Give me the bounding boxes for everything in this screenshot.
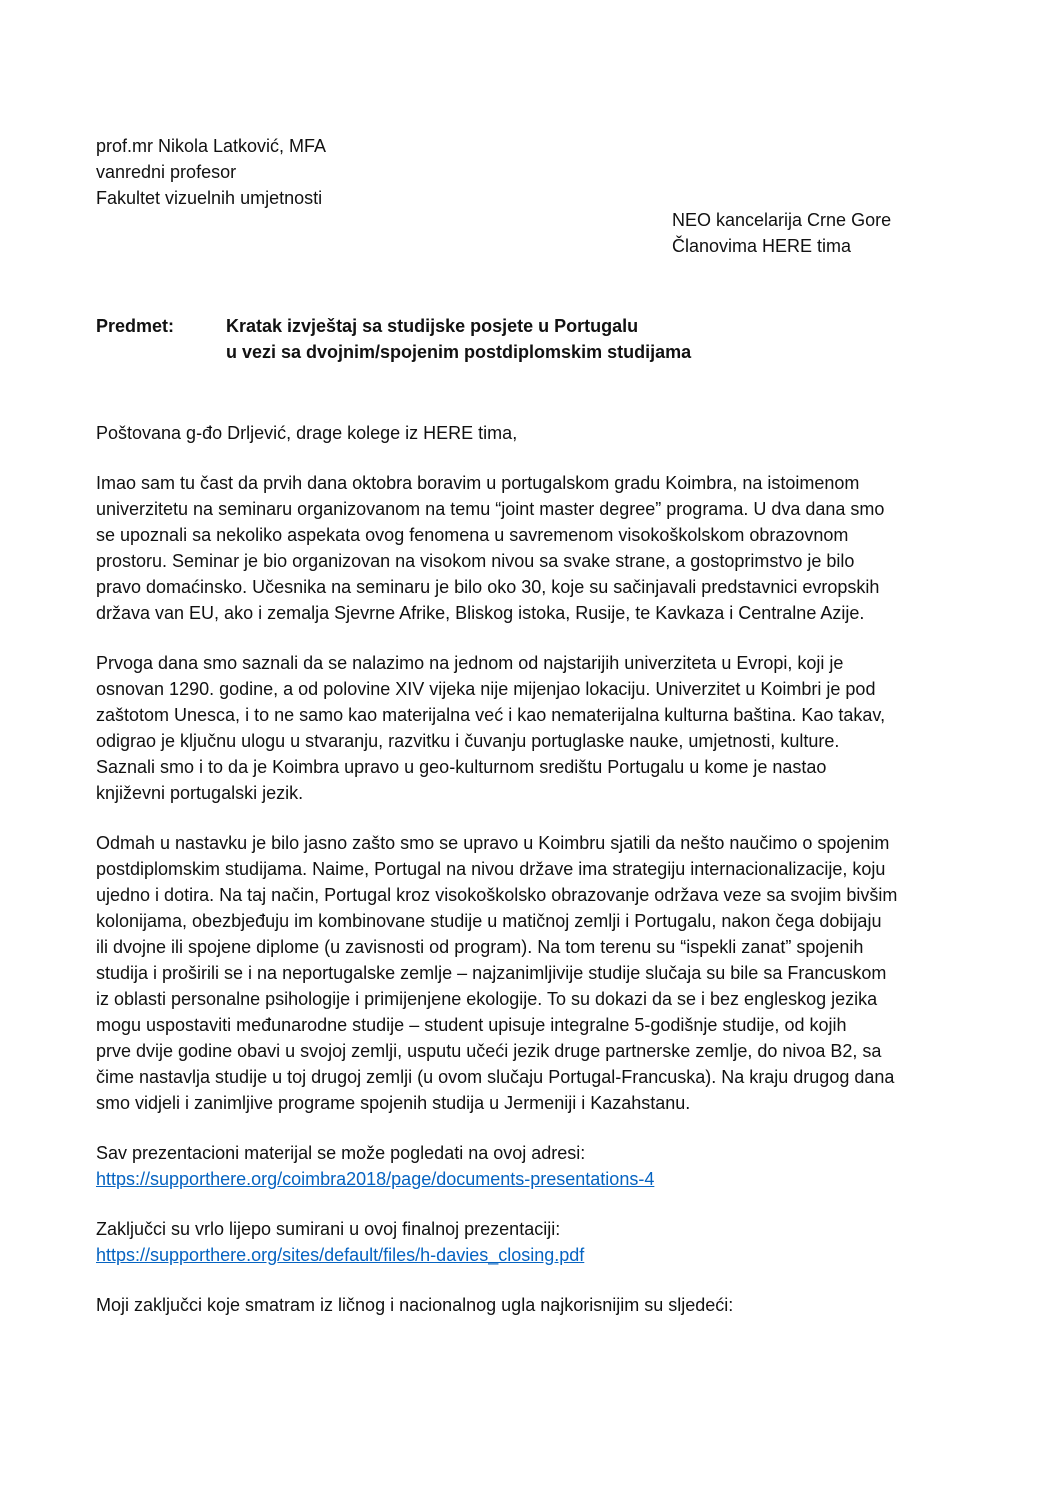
paragraph-line: prve dvije godine obavi u svojoj zemlji, usputu učeći jezik druge partnerske zemlje, do nivoa B2, sa: [96, 1041, 882, 1061]
paragraph-line: iz oblasti personalne psihologije i primijenjene ekologije. To su dokazi da se i bez engleskog jezika: [96, 989, 878, 1009]
paragraph-line: odigrao je ključnu ulogu u stvaranju, razvitku i čuvanju portuglaske nauke, umjetnosti, kulture.: [96, 731, 840, 751]
paragraph-line: pravo domaćinsko. Učesnika na seminaru je bilo oko 30, koje su sačinjavali predstavnici evropskih: [96, 577, 880, 597]
paragraph-line: mogu uspostaviti međunarodne studije – student upisuje integralne 5-godišnje studije, od kojih: [96, 1015, 847, 1035]
paragraph-line: zaštotom Unesca, i to ne samo kao materijalna već i kao nematerijalna kulturna baština. Kao takav,: [96, 705, 886, 725]
paragraph-line: književni portugalski jezik.: [96, 783, 304, 803]
paragraph-line: Imao sam tu čast da prvih dana oktobra boravim u portugalskom gradu Koimbra, na istoimenom: [96, 473, 860, 493]
paragraph-3: [96, 830, 964, 1116]
subject-line-1: Kratak izvještaj sa studijske posjete u Portugalu: [226, 316, 639, 336]
paragraph-line: ujedno i dotira. Na taj način, Portugal kroz visokoškolsko obrazovanje održava veze sa svojim bivšim: [96, 885, 898, 905]
paragraph-5: [96, 1216, 964, 1268]
paragraph-line: prostoru. Seminar je bio organizovan na visokom nivou sa svake strane, a gostoprimstvo je bilo: [96, 551, 855, 571]
subject-label: Predmet:: [96, 316, 175, 336]
sender-block: [96, 133, 616, 211]
paragraph-4: [96, 1140, 964, 1192]
recipient-block: [672, 207, 1012, 259]
paragraph-line: Prvoga dana smo saznali da se nalazimo na jednom od najstarijih univerziteta u Evropi, koji je: [96, 653, 844, 673]
sender-position: vanredni profesor: [96, 162, 237, 182]
paragraph-line: studija i proširili se i na neportugalske zemlje – najzanimljivije studije slučaja su bile sa Francuskom: [96, 963, 887, 983]
paragraph-line: postdiplomskim studijama. Naime, Portugal na nivou države ima strategiju internacionalizacije, koju: [96, 859, 886, 879]
sender-faculty: Fakultet vizuelnih umjetnosti: [96, 188, 323, 208]
salutation: Poštovana g-đo Drljević, drage kolege iz HERE tima,: [96, 423, 518, 443]
closing-presentation-link[interactable]: https://supporthere.org/sites/default/files/h-davies_closing.pdf: [96, 1245, 585, 1265]
paragraph-line: država van EU, ako i zemalja Sjevrne Afrike, Bliskog istoka, Rusije, te Kavkaza i Centralne Azije.: [96, 603, 865, 623]
paragraph-6: Moji zaključci koje smatram iz ličnog i nacionalnog ugla najkorisnijim su sljedeći:: [96, 1295, 734, 1315]
sender-name: prof.mr Nikola Latković, MFA: [96, 136, 327, 156]
paragraph-line: univerzitetu na seminaru organizovanom na temu “joint master degree” programa. U dva dana smo: [96, 499, 885, 519]
conclusions-intro: Zaključci su vrlo lijepo sumirani u ovoj finalnoj prezentaciji:: [96, 1219, 561, 1239]
paragraph-line: kolonijama, obezbjeđuju im kombinovane studije u matičnoj zemlji i Portugalu, nakon čega dobijaju: [96, 911, 882, 931]
paragraph-line: ili dvojne ili spojene diplome (u zavisnosti od program). Na tom terenu su “ispekli zanat” spojenih: [96, 937, 864, 957]
paragraph-line: smo vidjeli i zanimljive programe spojenih studija u Jermeniji i Kazahstanu.: [96, 1093, 691, 1113]
subject-line-2: u vezi sa dvojnim/spojenim postdiplomskim studijama: [226, 342, 692, 362]
paragraph-2: [96, 650, 964, 806]
paragraph-line: čime nastavlja studije u toj drugoj zemlji (u ovom slučaju Portugal-Francuska). Na kraju drugog dana: [96, 1067, 895, 1087]
paragraph-line: Saznali smo i to da je Koimbra upravo u geo-kulturnom središtu Portugalu u kome je nastao: [96, 757, 827, 777]
paragraph-line: osnovan 1290. godine, a od polovine XIV vijeka nije mijenjao lokaciju. Univerzitet u Koimbri je pod: [96, 679, 876, 699]
recipient-line-1: NEO kancelarija Crne Gore: [672, 210, 892, 230]
letter-body: [96, 420, 964, 1342]
paragraph-1: [96, 470, 964, 626]
presentations-intro: Sav prezentacioni materijal se može pogledati na ovoj adresi:: [96, 1143, 586, 1163]
paragraph-line: Odmah u nastavku je bilo jasno zašto smo se upravo u Koimbru sjatili da nešto naučimo o spojenim: [96, 833, 890, 853]
recipient-line-2: Članovima HERE tima: [672, 236, 852, 256]
presentations-link[interactable]: https://supporthere.org/coimbra2018/page/documents-presentations-4: [96, 1169, 655, 1189]
paragraph-line: se upoznali sa nekoliko aspekata ovog fenomena u savremenom visokoškolskom obrazovnom: [96, 525, 849, 545]
